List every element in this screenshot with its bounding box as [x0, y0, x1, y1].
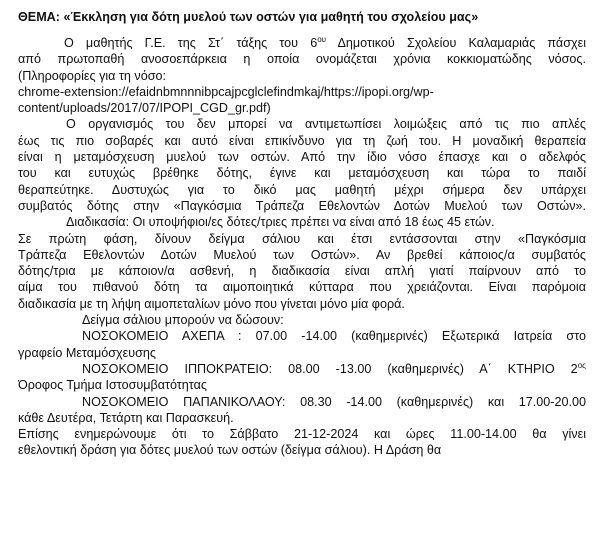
paragraph-3-line: αίμα του πιθανού δότη τα αιμοποιητικά κύτταρα που χρειάζονται. Είναι παρόμοια — [18, 280, 586, 295]
closing-line: Επίσης ενημερώνουμε ότι το Σάββατο 21-12-2024 και ώρες 11.00-14.00 θα γίνει — [18, 427, 586, 442]
paragraph-3-line: Τράπεζα Εθελοντών Δοτών Μυελού των Οστών». Αν βρεθεί κάποιος/α συμβατός — [18, 247, 586, 262]
hospital-ippokrateio-line-1 — [18, 361, 586, 377]
ordinal-superscript: ου — [317, 35, 327, 44]
hospital-papanikolaou-line-2: κάθε Δευτέρα, Τετάρτη και Παρασκευή. — [18, 410, 234, 425]
disease-info-link-line-1[interactable]: chrome-extension://efaidnbmnnnibpcajpcglclefindmkaj/https://ipopi.org/wp- — [18, 84, 434, 99]
paragraph-3-line: διαδικασία με τη λήψη αιμοπεταλίων μόνο που γίνεται μόνο μία φορά. — [18, 296, 405, 311]
paragraph-2-line: συμβατός δότης στην «Παγκόσμια Τράπεζα Εθελοντών Δοτών Μυελού των Οστών». — [18, 198, 586, 213]
sample-intro: Δείγμα σάλιου μπορούν να δώσουν: — [82, 313, 284, 328]
hospital-ahepa-line-2: γραφείο Μεταμόσχευσης — [18, 345, 156, 360]
subject-heading: ΘΕΜΑ: «Έκκληση για δότη μυελού των οστών για μαθητή του σχολείου μας» — [18, 10, 479, 24]
paragraph-1-line-1-a: Ο μαθητής Γ.Ε. της Στ΄ τάξης του 6 — [64, 36, 318, 50]
paragraph-2-line: έως τις πιο σοβαρές και αυτό είναι επικίνδυνο για τη ζωή του. Η μοναδική θεραπεία — [18, 133, 586, 148]
paragraph-2-line: θεραπεύτηκε. Δυστυχώς για το δικό μας μαθητή μέχρι σήμερα δεν υπάρχει — [18, 182, 586, 197]
paragraph-1-line-3: (Πληροφορίες για τη νόσο: — [18, 68, 167, 83]
paragraph-3-line: Διαδικασία: Οι υποψήφιοι/ες δότες/τριες πρέπει να είναι από 18 έως 45 ετών. — [66, 215, 495, 230]
paragraph-2-line: Ο οργανισμός του δεν μπορεί να αντιμετωπίσει λοιμώξεις από τις πιο απλές — [66, 117, 586, 132]
paragraph-2-line: του και ευτυχώς βρέθηκε δότης, έγινε και μεταμόσχευση και τώρα το παιδί — [18, 166, 586, 181]
hospital-ahepa-line-1: ΝΟΣΟΚΟΜΕΙΟ ΑΧΕΠΑ : 07.00 -14.00 (καθημερινές) Εξωτερικά Ιατρεία στο — [82, 329, 586, 344]
disease-info-link-line-2[interactable]: content/uploads/2017/07/IPOPI_CGD_gr.pdf) — [18, 101, 271, 116]
hospital-ippokrateio-line-1-text: ΝΟΣΟΚΟΜΕΙΟ ΙΠΠΟΚΡΑΤΕΙΟ: 08.00 -13.00 (καθημερινές) Α΄ ΚΤΗΡΙΟ 2 — [82, 361, 578, 376]
paragraph-2-line: είναι η μεταμόσχευση μυελού των οστών. Από την ίδιο νόσο έπασχε και ο αδελφός — [18, 150, 586, 165]
paragraph-3-line: Σε πρώτη φάση, δίνουν δείγμα σάλιου και έτσι εντάσσονται στην «Παγκόσμια — [18, 231, 586, 246]
paragraph-3-line: δότης/τρια με κάποιον/α ασθενή, η διαδικασία είναι απλή γιατί παίρνουν από το — [18, 264, 586, 279]
paragraph-1-line-1 — [18, 35, 586, 51]
hospital-ippokrateio-line-2: Όροφος Τμήμα Ιστοσυμβατότητας — [18, 378, 207, 393]
closing-line: εθελοντική δράση για δότες μυελού των οστών (δείγμα σάλιου). Η Δράση θα — [18, 443, 442, 458]
paragraph-1-line-2: από πρωτοπαθή ανοσοεπάρκεια η οποία ονομάζεται χρόνια κοκκιοματώδης νόσος. — [18, 52, 586, 67]
paragraph-1-line-1-b: Δημοτικού Σχολείου Καλαμαριάς πάσχει — [326, 36, 586, 50]
floor-ordinal-superscript: ος — [577, 360, 586, 370]
hospital-papanikolaou-line-1: ΝΟΣΟΚΟΜΕΙΟ ΠΑΠΑΝΙΚΟΛΑΟΥ: 08.30 -14.00 (καθημερινές) και 17.00-20.00 — [82, 394, 586, 409]
